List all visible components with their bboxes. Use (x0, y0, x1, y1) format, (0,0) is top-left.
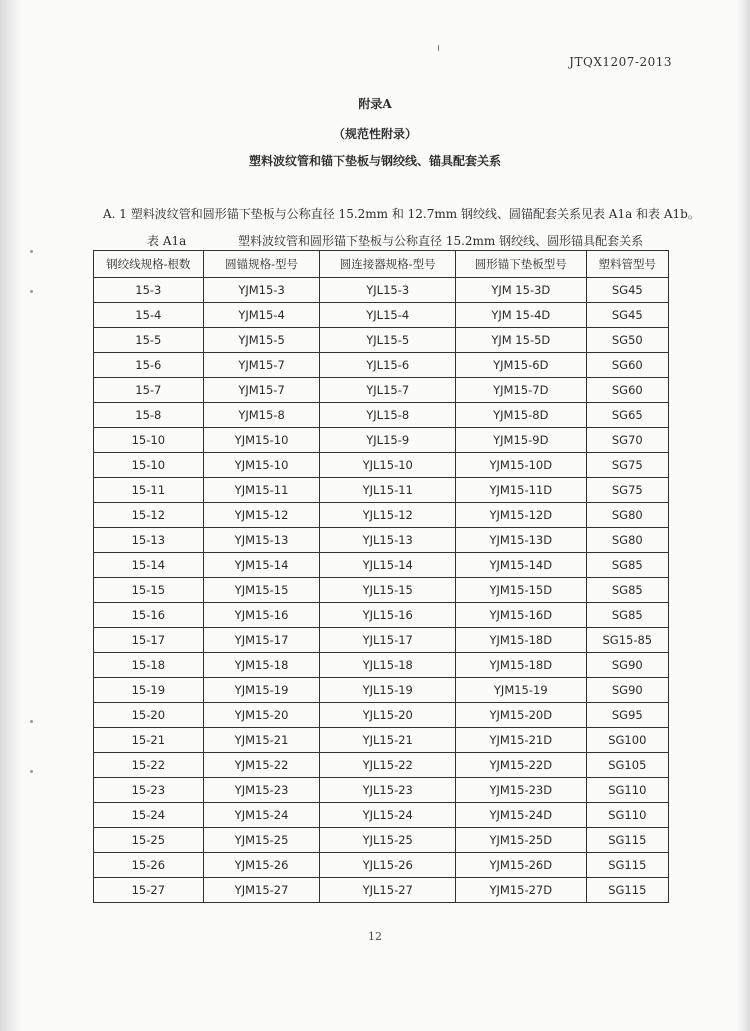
connector-model-cell: YJL15-27 (320, 878, 456, 903)
bearing-plate-cell: YJM15-12D (455, 503, 586, 528)
table-row (94, 878, 669, 903)
bearing-plate-cell: YJM15-15D (455, 578, 586, 603)
strand-spec-cell: 15-22 (94, 753, 204, 778)
strand-spec-cell: 15-10 (94, 428, 204, 453)
duct-model-cell: SG65 (586, 403, 668, 428)
anchor-model-cell: YJM15-10 (203, 453, 320, 478)
duct-model-cell: SG75 (586, 478, 668, 503)
duct-model-cell: SG115 (586, 878, 668, 903)
binding-hole (30, 770, 33, 773)
connector-model-cell: YJL15-12 (320, 503, 456, 528)
connector-model-cell: YJL15-22 (320, 753, 456, 778)
connector-model-cell: YJL15-19 (320, 678, 456, 703)
table-row (94, 353, 669, 378)
table-row (94, 628, 669, 653)
bearing-plate-cell: YJM15-25D (455, 828, 586, 853)
bearing-plate-cell: YJM15-11D (455, 478, 586, 503)
duct-model-cell: SG80 (586, 528, 668, 553)
anchor-model-cell: YJM15-17 (203, 628, 320, 653)
anchor-model-cell: YJM15-19 (203, 678, 320, 703)
anchor-model-cell: YJM15-26 (203, 853, 320, 878)
table-row (94, 678, 669, 703)
bearing-plate-cell: YJM15-24D (455, 803, 586, 828)
duct-model-cell: SG15-85 (586, 628, 668, 653)
duct-model-cell: SG75 (586, 453, 668, 478)
duct-model-cell: SG95 (586, 703, 668, 728)
strand-spec-cell: 15-7 (94, 378, 204, 403)
bearing-plate-cell: YJM15-6D (455, 353, 586, 378)
connector-model-cell: YJL15-3 (320, 278, 456, 303)
duct-model-cell: SG100 (586, 728, 668, 753)
anchor-model-cell: YJM15-4 (203, 303, 320, 328)
connector-model-cell: YJL15-26 (320, 853, 456, 878)
bearing-plate-cell: YJM15-10D (455, 453, 586, 478)
anchor-model-cell: YJM15-24 (203, 803, 320, 828)
table-row (94, 828, 669, 853)
table-row (94, 503, 669, 528)
bearing-plate-cell: YJM 15-3D (455, 278, 586, 303)
bearing-plate-cell: YJM15-16D (455, 603, 586, 628)
bearing-plate-cell: YJM 15-4D (455, 303, 586, 328)
bearing-plate-cell: YJM15-18D (455, 653, 586, 678)
strand-spec-cell: 15-8 (94, 403, 204, 428)
strand-spec-cell: 15-14 (94, 553, 204, 578)
duct-model-cell: SG80 (586, 503, 668, 528)
strand-spec-cell: 15-5 (94, 328, 204, 353)
table-row (94, 728, 669, 753)
anchor-model-cell: YJM15-12 (203, 503, 320, 528)
connector-model-cell: YJL15-10 (320, 453, 456, 478)
column-header: 圆形锚下垫板型号 (455, 251, 586, 278)
duct-model-cell: SG105 (586, 753, 668, 778)
duct-model-cell: SG110 (586, 778, 668, 803)
anchor-model-cell: YJM15-25 (203, 828, 320, 853)
anchor-model-cell: YJM15-15 (203, 578, 320, 603)
duct-model-cell: SG110 (586, 803, 668, 828)
duct-model-cell: SG70 (586, 428, 668, 453)
duct-model-cell: SG60 (586, 378, 668, 403)
table-row (94, 653, 669, 678)
strand-spec-cell: 15-27 (94, 878, 204, 903)
anchor-model-cell: YJM15-20 (203, 703, 320, 728)
anchor-model-cell: YJM15-10 (203, 428, 320, 453)
table-header-row (94, 251, 669, 278)
bearing-plate-cell: YJM15-13D (455, 528, 586, 553)
strand-spec-cell: 15-12 (94, 503, 204, 528)
connector-model-cell: YJL15-21 (320, 728, 456, 753)
bearing-plate-cell: YJM15-18D (455, 628, 586, 653)
bearing-plate-cell: YJM15-14D (455, 553, 586, 578)
anchor-model-cell: YJM15-7 (203, 378, 320, 403)
anchor-model-cell: YJM15-8 (203, 403, 320, 428)
connector-model-cell: YJL15-6 (320, 353, 456, 378)
anchor-model-cell: YJM15-3 (203, 278, 320, 303)
anchor-model-cell: YJM15-14 (203, 553, 320, 578)
table-row (94, 753, 669, 778)
table-row (94, 428, 669, 453)
strand-spec-cell: 15-25 (94, 828, 204, 853)
bearing-plate-cell: YJM15-19 (455, 678, 586, 703)
anchor-model-cell: YJM15-18 (203, 653, 320, 678)
duct-model-cell: SG115 (586, 828, 668, 853)
connector-model-cell: YJL15-15 (320, 578, 456, 603)
anchor-model-cell: YJM15-11 (203, 478, 320, 503)
binding-hole (30, 250, 33, 253)
connector-model-cell: YJL15-13 (320, 528, 456, 553)
table-row (94, 553, 669, 578)
scan-speck (438, 45, 439, 51)
matching-table (93, 250, 669, 903)
strand-spec-cell: 15-21 (94, 728, 204, 753)
strand-spec-cell: 15-11 (94, 478, 204, 503)
table-row (94, 703, 669, 728)
connector-model-cell: YJL15-14 (320, 553, 456, 578)
connector-model-cell: YJL15-23 (320, 778, 456, 803)
duct-model-cell: SG45 (586, 303, 668, 328)
duct-model-cell: SG90 (586, 678, 668, 703)
strand-spec-cell: 15-20 (94, 703, 204, 728)
anchor-model-cell: YJM15-13 (203, 528, 320, 553)
connector-model-cell: YJL15-17 (320, 628, 456, 653)
column-header: 圆连接器规格-型号 (320, 251, 456, 278)
duct-model-cell: SG60 (586, 353, 668, 378)
binding-hole (30, 720, 33, 723)
connector-model-cell: YJL15-8 (320, 403, 456, 428)
bearing-plate-cell: YJM15-8D (455, 403, 586, 428)
duct-model-cell: SG85 (586, 578, 668, 603)
strand-spec-cell: 15-23 (94, 778, 204, 803)
bearing-plate-cell: YJM15-27D (455, 878, 586, 903)
column-header: 塑料管型号 (586, 251, 668, 278)
anchor-model-cell: YJM15-27 (203, 878, 320, 903)
duct-model-cell: SG45 (586, 278, 668, 303)
connector-model-cell: YJL15-16 (320, 603, 456, 628)
table-row (94, 803, 669, 828)
column-header: 钢绞线规格-根数 (94, 251, 204, 278)
strand-spec-cell: 15-24 (94, 803, 204, 828)
connector-model-cell: YJL15-7 (320, 378, 456, 403)
table-row (94, 328, 669, 353)
anchor-model-cell: YJM15-5 (203, 328, 320, 353)
connector-model-cell: YJL15-11 (320, 478, 456, 503)
table-row (94, 303, 669, 328)
strand-spec-cell: 15-6 (94, 353, 204, 378)
table-row (94, 378, 669, 403)
connector-model-cell: YJL15-20 (320, 703, 456, 728)
table-row (94, 403, 669, 428)
table-row (94, 778, 669, 803)
bearing-plate-cell: YJM15-26D (455, 853, 586, 878)
duct-model-cell: SG85 (586, 553, 668, 578)
strand-spec-cell: 15-3 (94, 278, 204, 303)
table-row (94, 853, 669, 878)
strand-spec-cell: 15-26 (94, 853, 204, 878)
connector-model-cell: YJL15-25 (320, 828, 456, 853)
strand-spec-cell: 15-4 (94, 303, 204, 328)
appendix-type: （规范性附录） (332, 127, 417, 141)
duct-model-cell: SG85 (586, 603, 668, 628)
section-paragraph: A. 1 塑料波纹管和圆形锚下垫板与公称直径 15.2mm 和 12.7mm 钢绞线、圆锚配套关系见表 A1a 和表 A1b。 (103, 207, 700, 221)
anchor-model-cell: YJM15-7 (203, 353, 320, 378)
anchor-model-cell: YJM15-23 (203, 778, 320, 803)
strand-spec-cell: 15-13 (94, 528, 204, 553)
strand-spec-cell: 15-15 (94, 578, 204, 603)
bearing-plate-cell: YJM15-7D (455, 378, 586, 403)
duct-model-cell: SG50 (586, 328, 668, 353)
table-row (94, 278, 669, 303)
table-row (94, 578, 669, 603)
bearing-plate-cell: YJM15-22D (455, 753, 586, 778)
table-row (94, 528, 669, 553)
duct-model-cell: SG90 (586, 653, 668, 678)
table-title: 塑料波纹管和圆形锚下垫板与公称直径 15.2mm 钢绞线、圆形锚具配套关系 (238, 234, 644, 248)
bearing-plate-cell: YJM15-20D (455, 703, 586, 728)
bearing-plate-cell: YJM 15-5D (455, 328, 586, 353)
page-number: 12 (368, 930, 382, 943)
bearing-plate-cell: YJM15-9D (455, 428, 586, 453)
connector-model-cell: YJL15-18 (320, 653, 456, 678)
strand-spec-cell: 15-10 (94, 453, 204, 478)
anchor-model-cell: YJM15-16 (203, 603, 320, 628)
appendix-subject: 塑料波纹管和锚下垫板与钢绞线、锚具配套关系 (248, 154, 501, 168)
duct-model-cell: SG115 (586, 853, 668, 878)
connector-model-cell: YJL15-5 (320, 328, 456, 353)
strand-spec-cell: 15-18 (94, 653, 204, 678)
connector-model-cell: YJL15-24 (320, 803, 456, 828)
bearing-plate-cell: YJM15-23D (455, 778, 586, 803)
appendix-title: 附录A (358, 97, 392, 111)
table-row (94, 453, 669, 478)
anchor-model-cell: YJM15-21 (203, 728, 320, 753)
table-label: 表 A1a (147, 234, 187, 248)
table-row (94, 478, 669, 503)
column-header: 圆锚规格-型号 (203, 251, 320, 278)
strand-spec-cell: 15-17 (94, 628, 204, 653)
table-row (94, 603, 669, 628)
connector-model-cell: YJL15-4 (320, 303, 456, 328)
document-code: JTQX1207-2013 (569, 55, 672, 69)
connector-model-cell: YJL15-9 (320, 428, 456, 453)
bearing-plate-cell: YJM15-21D (455, 728, 586, 753)
strand-spec-cell: 15-19 (94, 678, 204, 703)
strand-spec-cell: 15-16 (94, 603, 204, 628)
binding-hole (30, 290, 33, 293)
anchor-model-cell: YJM15-22 (203, 753, 320, 778)
